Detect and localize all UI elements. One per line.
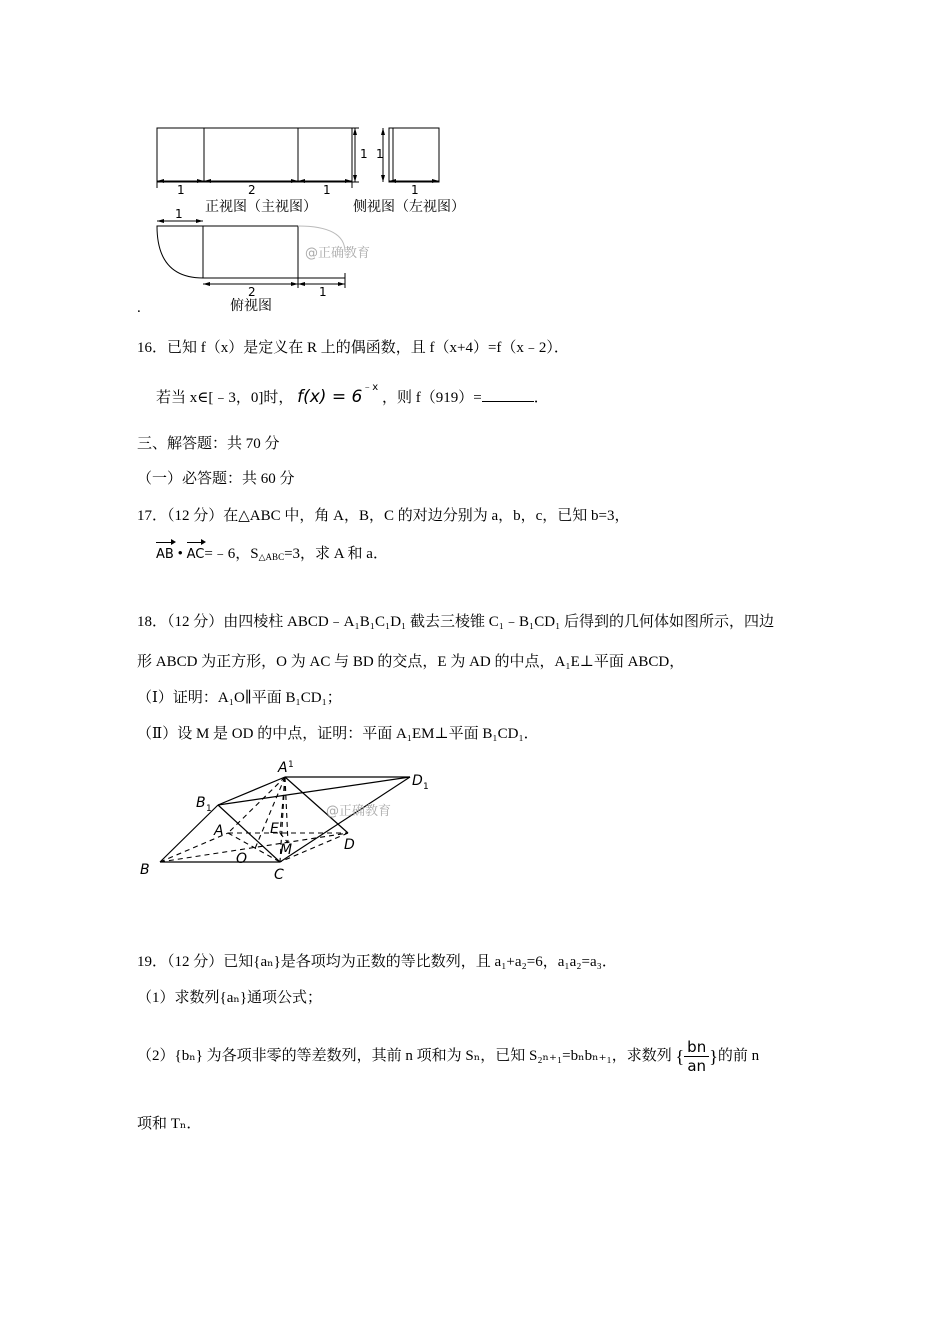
dot-operator: • [177,546,183,562]
q19-part1: （1）求数列{aₙ}通项公式； [137,990,323,1006]
front-view-label: 正视图（主视图） [205,199,317,215]
dim-label: 1 [376,147,384,161]
q16-line1: 16．已知 f（x）是定义在 R 上的偶函数，且 f（x+4）=f（x﹣2）． [137,340,569,356]
q16-formula: f(x) = 6 [297,387,363,407]
vector-ac: AC [187,545,205,565]
label-b: B [140,862,150,878]
q18-line1: 18．（12 分）由四棱柱 ABCD﹣A₁B₁C₁D₁ 截去三棱锥 C₁﹣B₁CD₁ 后得到的几何体如图所示，四边 [137,614,775,630]
top-view-label: 俯视图 [230,298,272,314]
dim-label: 1 [360,147,368,161]
answer-blank [482,387,534,402]
dim-label: 1 [411,183,419,197]
label-b1: B [196,795,206,811]
q17-text: =﹣6，S [204,546,259,562]
q19-part2-cont: 项和 Tₙ． [137,1116,202,1132]
three-views-figure [145,118,485,318]
section-heading: 三、解答题：共 70 分 [137,436,280,452]
subsection-heading: （一）必答题：共 60 分 [137,471,295,487]
q18-part2: （Ⅱ）设 M 是 OD 的中点，证明：平面 A₁EM⊥平面 B₁CD₁． [137,726,539,742]
solid-figure [130,755,450,885]
label-sub: 1 [206,804,212,814]
label-d1: D [412,773,423,789]
q18-part1: （Ⅰ）证明：A₁O∥平面 B₁CD₁； [137,690,342,706]
label-sub: 1 [288,760,294,770]
label-e: E [270,821,279,837]
q16-text: ，则 f（919）= [381,390,482,406]
dim-label: 1 [175,207,183,221]
q19-part2: （2）{bₙ} 为各项非零的等差数列，其前 n 项和为 Sₙ，已知 S₂ₙ₊₁=bₙbₙ₊₁，求数列 { $\frac{bn}{an}$ }的前 n [137,1038,760,1075]
q17-line2 [156,544,388,567]
label-a1: A [278,760,288,776]
dim-label: 2 [248,183,256,197]
fraction-bn-an [684,1038,709,1075]
fraction-numerator: bn [684,1038,709,1057]
q19-text: 的前 n [717,1047,760,1064]
side-view-label: 侧视图（左视图） [353,199,465,215]
q17-subscript: △ABC [258,552,285,562]
dim-label: 2 [248,285,256,299]
label-d: D [344,837,355,853]
q17-text: =3，求 A 和 a． [284,546,388,562]
dim-label: 1 [177,183,185,197]
fraction-denominator: an [687,1057,707,1075]
label-m: M [280,842,293,858]
q16-exponent: ﹣x [362,382,379,393]
q16-text: 若当 x∈[﹣3，0]时， [156,390,294,406]
end-dot: . [137,300,141,316]
q16-line2 [156,384,549,408]
label-c: C [274,867,284,883]
watermark: @正确教育 [326,804,392,819]
label-sub: 1 [423,782,429,792]
q16-text: ． [533,390,549,406]
q18-line2: 形 ABCD 为正方形，O 为 AC 与 BD 的交点，E 为 AD 的中点，A₁E⊥平面 ABCD， [137,654,685,670]
watermark: @正确教育 [305,246,371,261]
q19-line1: 19．（12 分）已知{aₙ}是各项均为正数的等比数列，且 a₁+a₂=6，a₁a₂=a₃． [137,954,617,970]
label-o: O [236,851,248,867]
vector-ab: AB [156,545,174,565]
dim-label: 1 [319,285,327,299]
label-a: A [214,823,224,839]
dim-label: 1 [323,183,331,197]
q17-line1: 17．（12 分）在△ABC 中，角 A，B，C 的对边分别为 a，b，c，已知 b=3， [137,508,630,524]
q19-text: （2）{bₙ} 为各项非零的等差数列，其前 n 项和为 Sₙ，已知 S₂ₙ₊₁=bₙbₙ₊₁，求数列 [137,1047,672,1064]
